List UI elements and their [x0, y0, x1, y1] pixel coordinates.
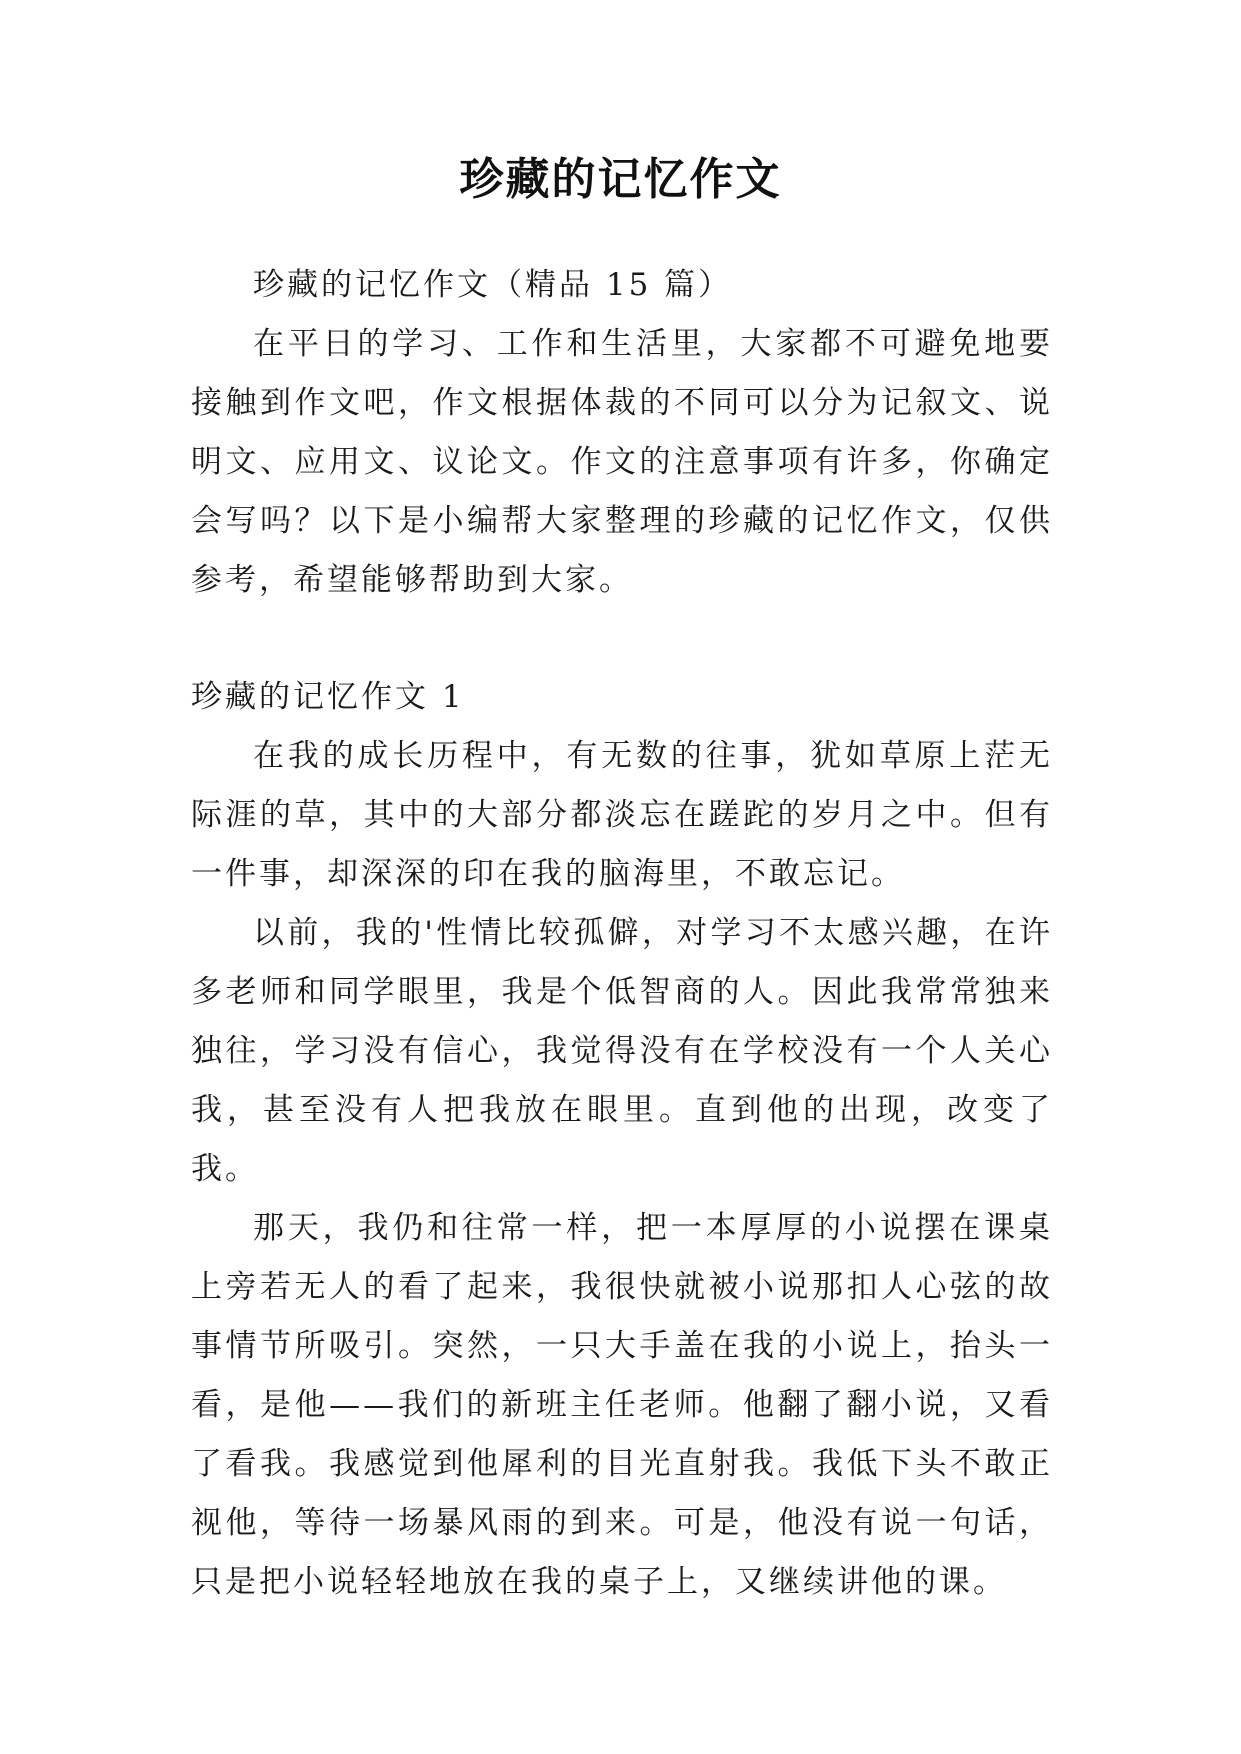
section-heading: 珍藏的记忆作文 1 [191, 679, 465, 715]
body-paragraph-3: 那天，我仍和往常一样，把一本厚厚的小说摆在课桌上旁若无人的看了起来，我很快就被小说那扣人心弦的故事情节所吸引。突然，一只大手盖在我的小说上，抬头一看，是他——我们的新班主任老师。他翻了翻小说，又看了看我。我感觉到他犀利的目光直射我。我低下头不敢正视他，等待一场暴风雨的到来。可是，他没有说一句话，只是把小说轻轻地放在我的桌子上，又继续讲他的课。 [191, 1210, 1053, 1600]
document-body [191, 256, 1053, 1612]
intro-paragraph: 在平日的学习、工作和生活里，大家都不可避免地要接触到作文吧，作文根据体裁的不同可以分为记叙文、说明文、应用文、议论文。作文的注意事项有许多，你确定会写吗？以下是小编帮大家整理的珍藏的记忆作文，仅供参考，希望能够帮助到大家。 [191, 326, 1053, 598]
document-subtitle: 珍藏的记忆作文（精品 15 篇） [253, 267, 733, 303]
document-title: 珍藏的记忆作文 [459, 154, 782, 205]
body-paragraph-1: 在我的成长历程中，有无数的往事，犹如草原上茫无际涯的草，其中的大部分都淡忘在蹉跎的岁月之中。但有一件事，却深深的印在我的脑海里，不敢忘记。 [191, 738, 1053, 892]
body-paragraph-2: 以前，我的'性情比较孤僻，对学习不太感兴趣，在许多老师和同学眼里，我是个低智商的人。因此我常常独来独往，学习没有信心，我觉得没有在学校没有一个人关心我，甚至没有人把我放在眼里。直到他的出现，改变了我。 [191, 915, 1053, 1187]
